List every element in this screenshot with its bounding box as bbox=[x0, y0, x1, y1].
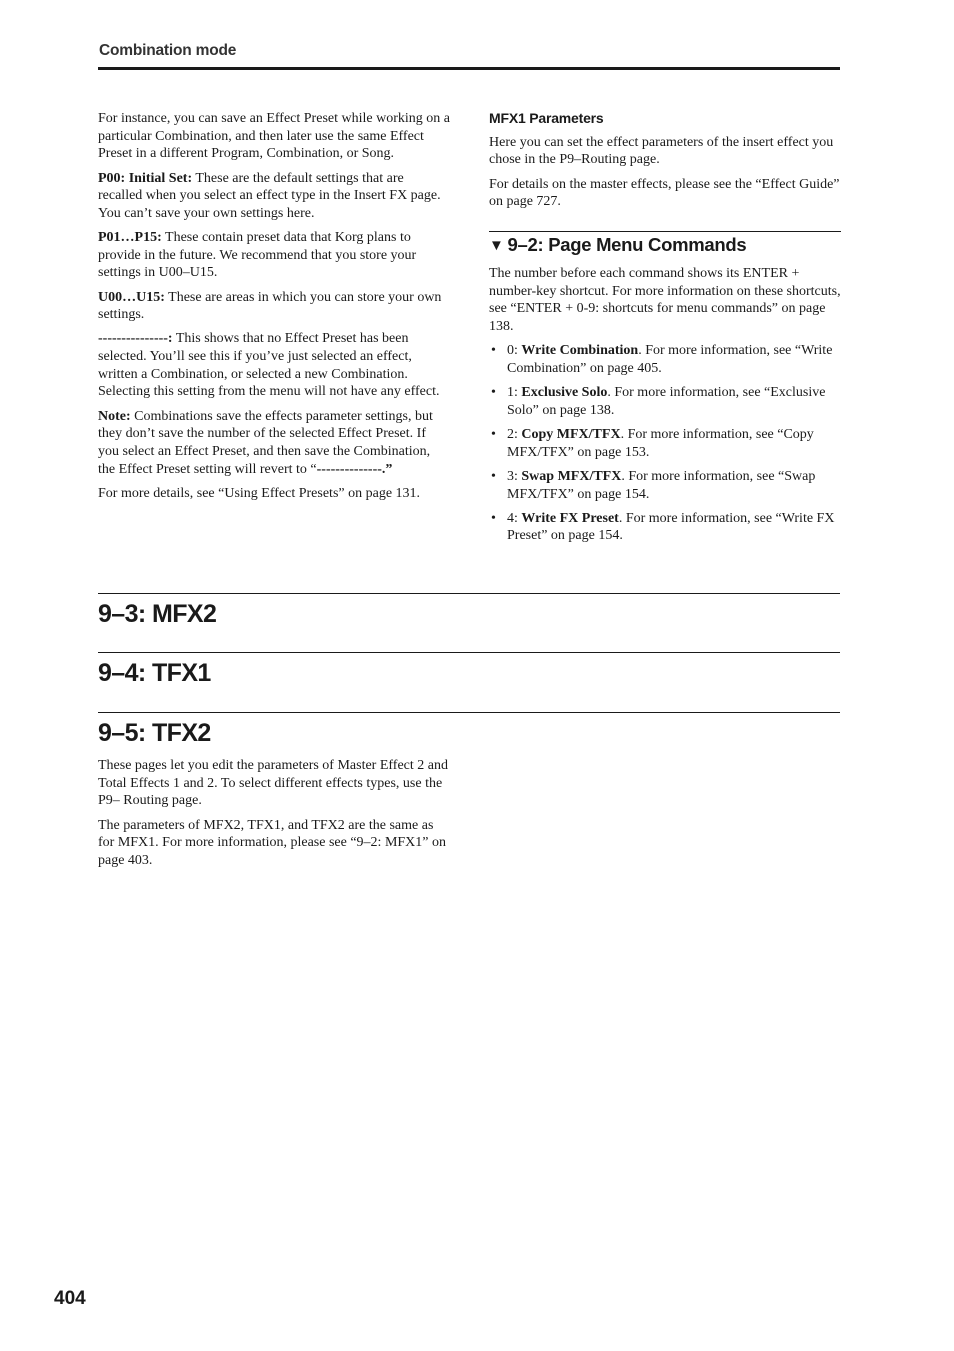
p00-text: These are the default settings that are recalled when you select an effect type in the Insert FX page. You can’t save your own settings here. bbox=[98, 170, 441, 221]
note-dashes: --------------.” bbox=[316, 461, 393, 477]
p00-paragraph bbox=[98, 170, 450, 223]
list-item bbox=[489, 384, 841, 419]
tfx2-paragraph-1: These pages let you edit the parameters of Master Effect 2 and Total Effects 1 and 2. To select different effects types, use the P9– Routing page. bbox=[98, 758, 448, 809]
note-paragraph bbox=[98, 408, 450, 479]
command-name: Write Combination bbox=[521, 343, 639, 359]
dash-paragraph bbox=[98, 330, 450, 401]
left-column bbox=[98, 110, 450, 509]
command-number: 1: bbox=[507, 385, 522, 401]
p01-text: These contain preset data that Korg plans to provide in the future. We recommend that you store your settings in U00–U15. bbox=[98, 230, 417, 281]
bullet-icon: • bbox=[491, 426, 496, 442]
menu-intro-paragraph: The number before each command shows its ENTER + number-key shortcut. For more information on these shortcuts, see “ENTER + 0-9: shortcuts for menu commands” on page 138. bbox=[489, 265, 841, 335]
bullet-icon: • bbox=[491, 343, 496, 359]
section-title-tfx2: 9–5: TFX2 bbox=[98, 719, 211, 747]
note-label: Note: bbox=[98, 408, 131, 424]
command-description: . For more information, see “Exclusive Solo” on page 138. bbox=[507, 385, 826, 418]
list-item bbox=[489, 426, 841, 461]
section-mfx2 bbox=[98, 593, 840, 629]
tfx2-paragraph-2: The parameters of MFX2, TFX1, and TFX2 are the same as for MFX1. For more information, please see “9–2: MFX1” on page 403. bbox=[98, 817, 446, 868]
menu-commands-heading bbox=[489, 234, 746, 255]
page-number: 404 bbox=[54, 1288, 86, 1309]
mfx1-paragraph-1: Here you can set the effect parameters of the insert effect you chose in the P9–Routing page. bbox=[489, 134, 834, 168]
command-name: Copy MFX/TFX bbox=[521, 426, 621, 442]
triangle-down-icon: ▼ bbox=[489, 236, 504, 254]
command-list bbox=[489, 342, 841, 545]
section-title-mfx2: 9–3: MFX2 bbox=[98, 600, 217, 628]
command-number: 4: bbox=[507, 510, 522, 526]
header-rule bbox=[98, 67, 840, 70]
dash-label: ---------------: bbox=[98, 331, 173, 347]
bullet-icon: • bbox=[491, 385, 496, 401]
command-name: Exclusive Solo bbox=[521, 385, 608, 401]
command-description: . For more information, see “Write Combination” on page 405. bbox=[507, 343, 833, 376]
command-number: 0: bbox=[507, 343, 522, 359]
section-title-tfx1: 9–4: TFX1 bbox=[98, 659, 211, 687]
more-details-paragraph: For more details, see “Using Effect Presets” on page 131. bbox=[98, 485, 421, 501]
list-item bbox=[489, 468, 841, 503]
tfx2-body bbox=[98, 757, 450, 876]
mfx1-paragraph-2: For details on the master effects, please see the “Effect Guide” on page 727. bbox=[489, 176, 840, 210]
command-name: Write FX Preset bbox=[521, 510, 619, 526]
section-tfx2 bbox=[98, 712, 840, 748]
command-name: Swap MFX/TFX bbox=[521, 468, 622, 484]
note-text: Combinations save the effects parameter settings, but they don’t save the number of the selected Effect Preset. If you select an Effect Preset, and then save the Combination, the Effect Preset setting will revert to “ bbox=[98, 408, 433, 477]
p01-label: P01…P15: bbox=[98, 230, 162, 245]
intro-paragraph: For instance, you can save an Effect Preset while working on a particular Combination, and then later use the same Effect Preset in a different Program, Combination, or Song. bbox=[98, 111, 450, 162]
running-head: Combination mode bbox=[99, 42, 237, 59]
right-column bbox=[489, 110, 841, 552]
list-item bbox=[489, 342, 841, 377]
u00-label: U00…U15: bbox=[98, 289, 165, 305]
command-number: 3: bbox=[507, 468, 522, 484]
bullet-icon: • bbox=[491, 510, 496, 526]
menu-commands-heading-block bbox=[489, 231, 841, 258]
section-tfx1 bbox=[98, 652, 840, 688]
mfx1-heading: MFX1 Parameters bbox=[489, 110, 604, 126]
bullet-icon: • bbox=[491, 468, 496, 484]
u00-text: These are areas in which you can store your own settings. bbox=[98, 289, 442, 323]
p01-paragraph bbox=[98, 229, 450, 282]
list-item bbox=[489, 510, 841, 545]
menu-commands-heading-text: 9–2: Page Menu Commands bbox=[507, 233, 747, 255]
command-description: . For more information, see “Copy MFX/TFX” on page 153. bbox=[507, 426, 814, 460]
command-description: . For more information, see “Write FX Preset” on page 154. bbox=[507, 510, 835, 544]
command-number: 2: bbox=[507, 426, 522, 442]
command-description: . For more information, see “Swap MFX/TFX” on page 154. bbox=[507, 468, 816, 502]
dash-text: This shows that no Effect Preset has been selected. You’ll see this if you’ve just selected an effect, written a Combination, or selected a new Combination. Selecting this setting from the menu will not have any effect. bbox=[98, 331, 440, 400]
p00-label: P00: Initial Set: bbox=[98, 170, 193, 186]
u00-paragraph bbox=[98, 289, 450, 324]
